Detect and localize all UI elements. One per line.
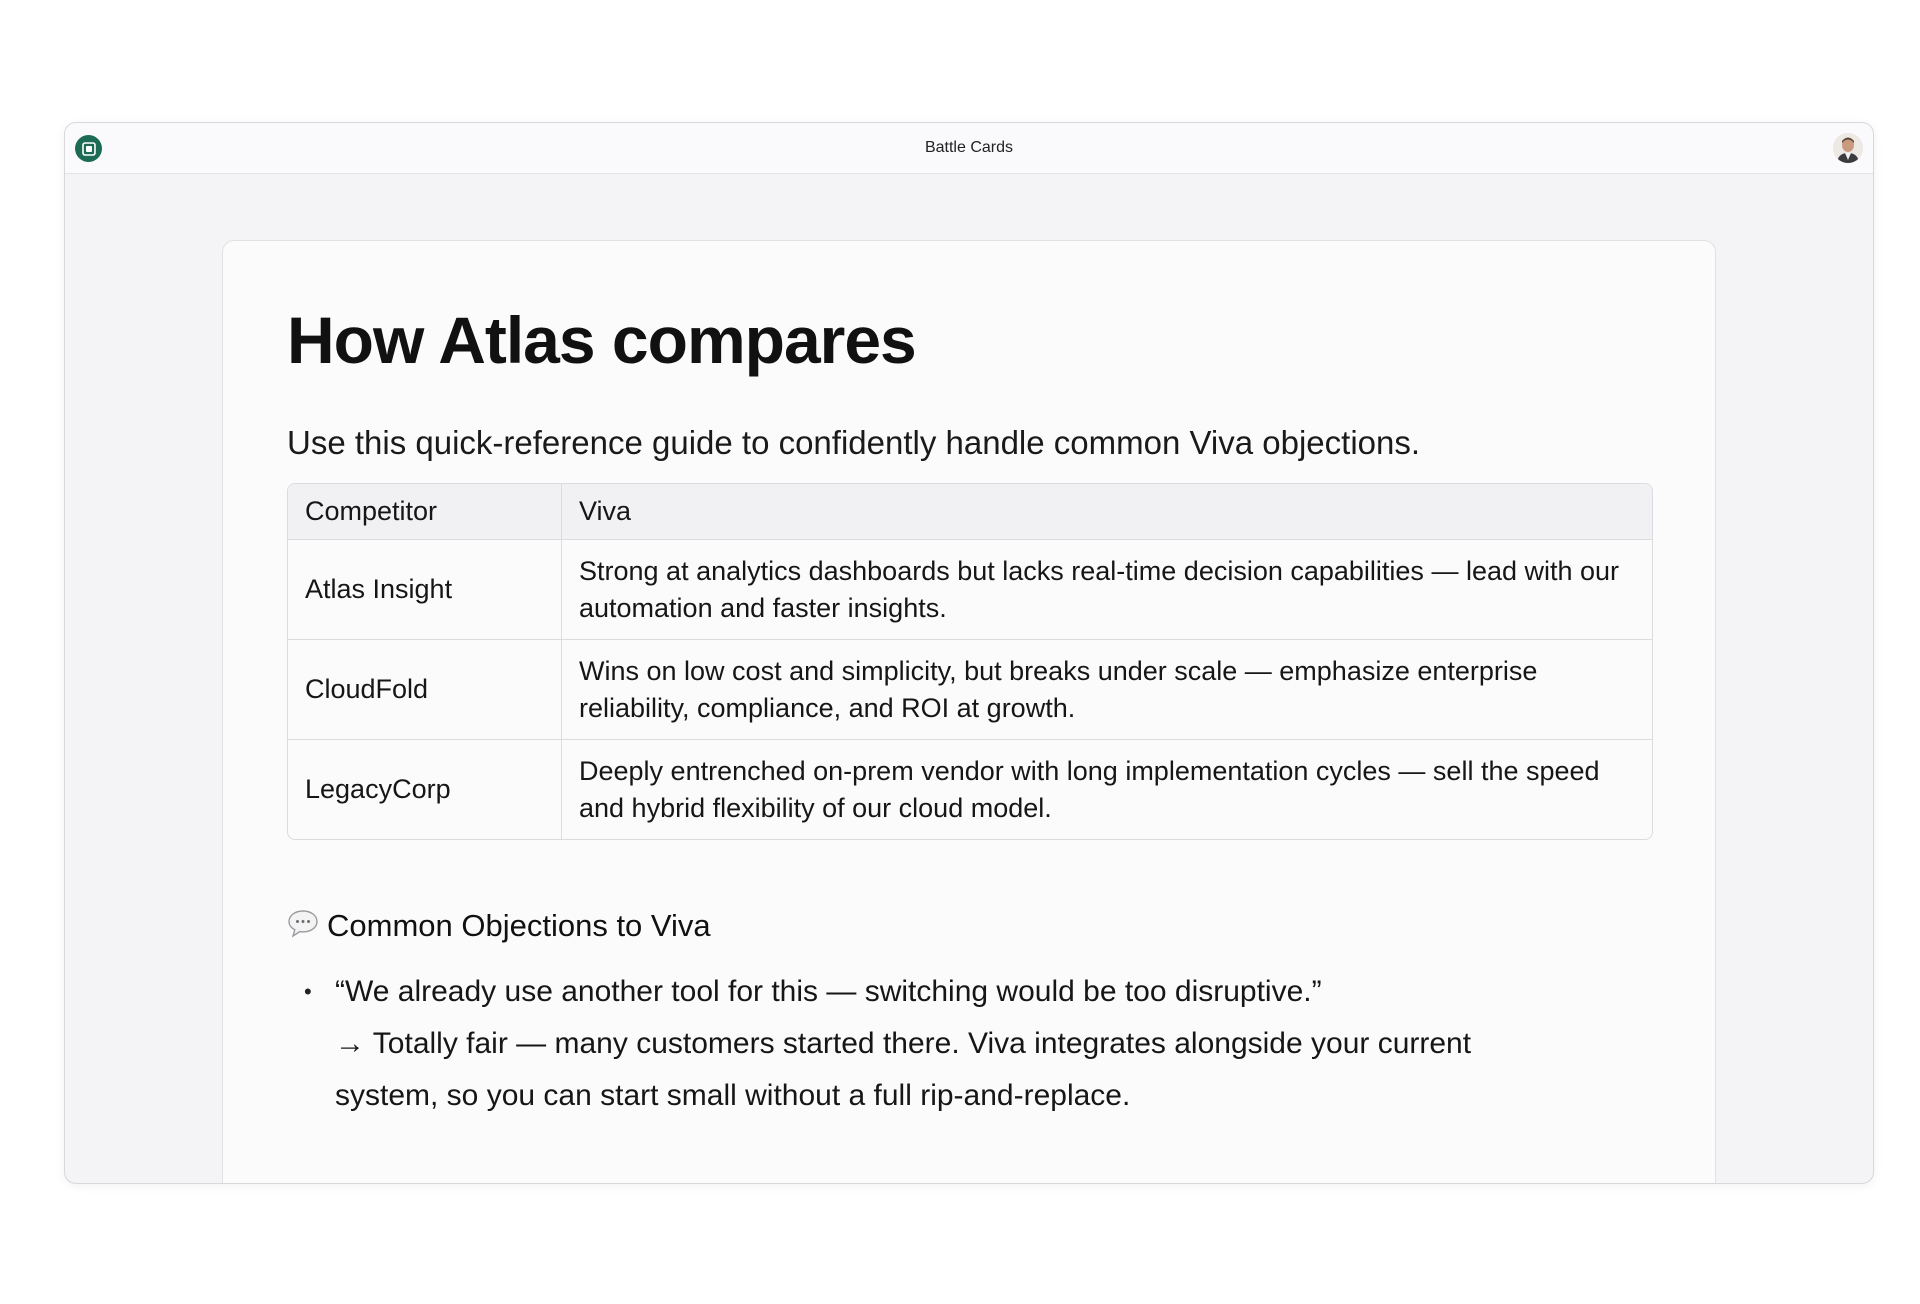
- document-content: [287, 301, 1651, 1122]
- viva-response-cell: Wins on low cost and simplicity, but breaks under scale — emphasize enterprise reliability, compliance, and ROI at growth.: [579, 655, 1538, 723]
- objection-response: → Totally fair — many customers started there. Viva integrates alongside your current system, so you can start small without a full rip-and-replace.: [335, 1027, 1472, 1112]
- window-title: Battle Cards: [924, 139, 1014, 156]
- comparison-table: [287, 483, 1653, 840]
- objections-heading: [287, 906, 1651, 946]
- competitor-cell: LegacyCorp: [288, 740, 562, 839]
- competitor-cell: Atlas Insight: [288, 540, 562, 639]
- table-row: [288, 739, 1652, 839]
- user-avatar[interactable]: [1833, 133, 1863, 163]
- title-bar: [65, 123, 1873, 174]
- bullet-icon: •: [304, 979, 312, 1004]
- page-subtitle: Use this quick-reference guide to confidently handle common Viva objections.: [287, 424, 1421, 461]
- competitor-cell: CloudFold: [288, 640, 562, 739]
- objections-heading-text: Common Objections to Viva: [327, 908, 711, 943]
- list-item: [287, 966, 1485, 1122]
- viva-response-cell: Strong at analytics dashboards but lacks real-time decision capabilities — lead with our automation and faster insights.: [579, 555, 1620, 623]
- speech-bubble-icon: [287, 907, 319, 939]
- document-card: [222, 240, 1716, 1184]
- table-header-row: [288, 484, 1652, 539]
- table-row: [288, 639, 1652, 739]
- table-row: [288, 539, 1652, 639]
- column-header-competitor: Competitor: [288, 484, 562, 539]
- page-title: How Atlas compares: [287, 303, 916, 377]
- column-header-viva: Viva: [579, 496, 632, 526]
- viva-response-cell: Deeply entrenched on-prem vendor with long implementation cycles — sell the speed and hybrid flexibility of our cloud model.: [579, 755, 1600, 823]
- app-window: [64, 122, 1874, 1184]
- objection-quote: “We already use another tool for this — switching would be too disruptive.”: [335, 975, 1322, 1008]
- objection-list: [287, 966, 1651, 1122]
